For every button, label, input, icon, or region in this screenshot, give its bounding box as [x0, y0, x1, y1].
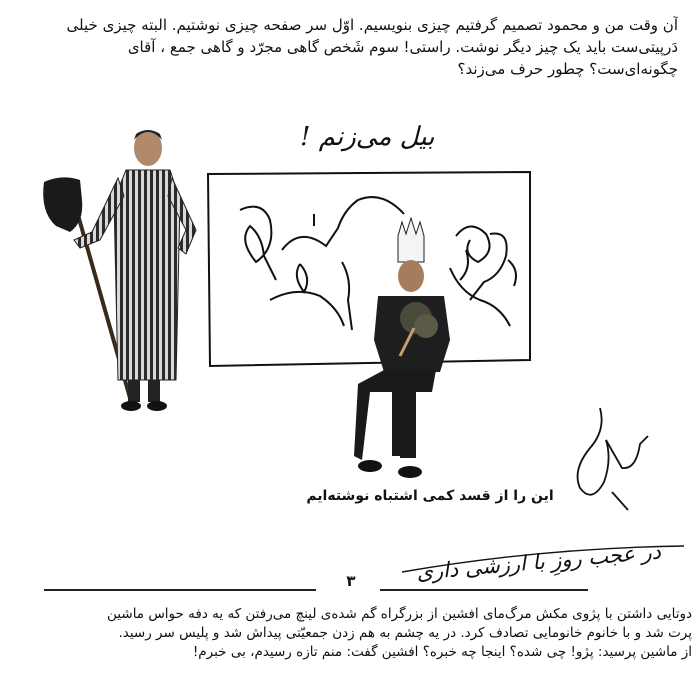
top-paragraph-line: آن وقت من و محمود تصمیم گرفتیم چیزی بنویسیم. اوّل سر صفحه چیزی نوشتیم. البته چیزی خیلی: [66, 16, 678, 34]
top-paragraph-line: چگونه‌ای‌ست؟ چطور حرف می‌زند؟: [457, 60, 678, 78]
footer-rule-left: [44, 589, 316, 591]
bottom-paragraph: [12, 605, 692, 662]
photo-caption: این را از قسد کمی اشتباه نوشته‌ایم: [306, 488, 554, 504]
bottom-paragraph-line: پرت شد و با خانوم خانومایی تصادف کرد. در یه چشم به هم زدن جمعیّتی پیداش شد و پلیس سر رسید.: [118, 625, 692, 641]
handwritten-note: در عجب روزِ با ارزشی داری: [415, 539, 662, 585]
page-number: ۳: [346, 572, 356, 590]
sketch-board: [208, 172, 530, 366]
handwritten-title: بیل می‌زنم !: [300, 122, 435, 152]
bottom-paragraph-line: از ماشین پرسید: پژو! چی شده؟ اینجا چه خبره؟ افشین گفت: منم تازه رسیدم، بی خبرم!: [192, 644, 692, 660]
bottom-paragraph-line: دوتایی داشتن با پژوی مکش مرگ‌مای افشین از بزرگراه گم شده‌ی لینچ می‌رفتن که یه دفه حواس ماشین: [107, 606, 692, 622]
signature: [578, 408, 648, 510]
footer-rule-right: [380, 589, 588, 591]
seated-man-figure: [354, 218, 450, 478]
top-paragraph-line: دَرپیتی‌ست باید یک چیز دیگر نوشت. راستی! سوم شَخص گاهی مجرّد و گاهی جمع ، آقای: [127, 38, 678, 56]
man-with-shovel-figure: [43, 130, 196, 411]
